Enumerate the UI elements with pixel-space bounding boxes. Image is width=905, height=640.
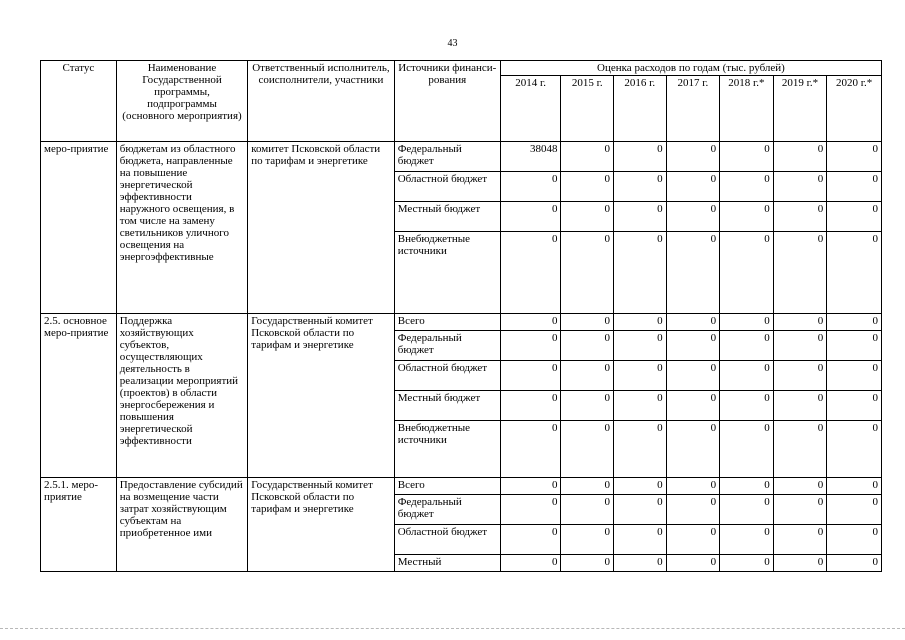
value-cell: 0 (614, 142, 667, 172)
header-sources: Источники финанси-рования (394, 61, 500, 142)
value-cell: 0 (666, 555, 720, 572)
header-year: 2016 г. (614, 76, 667, 142)
header-estimate: Оценка расходов по годам (тыс. рублей) (500, 61, 881, 76)
value-cell: 0 (500, 555, 561, 572)
value-cell: 0 (500, 202, 561, 232)
value-cell: 0 (827, 525, 882, 555)
executor-cell: Государственный комитет Псковской области по тарифам и энергетике (248, 314, 395, 478)
value-cell: 0 (561, 391, 614, 421)
source-cell: Областной бюджет (394, 172, 500, 202)
value-cell: 0 (614, 555, 667, 572)
value-cell: 0 (773, 555, 827, 572)
value-cell: 0 (827, 202, 882, 232)
value-cell: 0 (827, 232, 882, 314)
value-cell: 0 (614, 495, 667, 525)
status-cell: 2.5.1. меро-приятие (41, 478, 117, 572)
value-cell: 0 (666, 391, 720, 421)
value-cell: 0 (561, 495, 614, 525)
value-cell: 0 (773, 525, 827, 555)
value-cell: 0 (561, 172, 614, 202)
header-year: 2017 г. (666, 76, 720, 142)
value-cell: 0 (561, 331, 614, 361)
executor-cell: Государственный комитет Псковской области по тарифам и энергетике (248, 478, 395, 572)
value-cell: 0 (666, 421, 720, 478)
source-cell: Областной бюджет (394, 525, 500, 555)
value-cell: 0 (773, 495, 827, 525)
source-cell: Внебюджетные источники (394, 232, 500, 314)
page-number: 43 (447, 38, 458, 49)
table-row (41, 314, 882, 331)
value-cell: 0 (500, 391, 561, 421)
value-cell: 0 (614, 421, 667, 478)
source-cell: Областной бюджет (394, 361, 500, 391)
value-cell: 0 (827, 331, 882, 361)
value-cell: 0 (827, 495, 882, 525)
value-cell: 0 (720, 142, 774, 172)
value-cell: 0 (773, 331, 827, 361)
value-cell: 0 (666, 172, 720, 202)
value-cell: 0 (500, 478, 561, 495)
status-cell: 2.5. основное меро-приятие (41, 314, 117, 478)
value-cell: 0 (666, 142, 720, 172)
value-cell: 0 (614, 525, 667, 555)
value-cell: 0 (500, 525, 561, 555)
value-cell: 0 (773, 314, 827, 331)
value-cell: 0 (614, 391, 667, 421)
value-cell: 0 (561, 232, 614, 314)
value-cell: 0 (720, 391, 774, 421)
value-cell: 0 (666, 525, 720, 555)
value-cell: 0 (773, 421, 827, 478)
name-cell: Поддержка хозяйствующих субъектов, осуществляющих деятельность в реализации мероприятий (проектов) в области энергосбережения и повышения энергетической эффективности (116, 314, 247, 478)
value-cell: 0 (827, 555, 882, 572)
expenditure-table (40, 60, 882, 572)
source-cell: Всего (394, 478, 500, 495)
value-cell: 0 (561, 202, 614, 232)
header-executor: Ответственный исполнитель, соисполнители, участники (248, 61, 395, 142)
value-cell: 0 (720, 314, 774, 331)
value-cell: 0 (614, 361, 667, 391)
header-status: Статус (41, 61, 117, 142)
name-cell: бюджетам из областного бюджета, направленные на повышение энергетической эффективности наружного освещения, в том числе на замену светильников уличного освещения на энергоэффективные (116, 142, 247, 314)
value-cell: 0 (500, 172, 561, 202)
value-cell: 0 (720, 495, 774, 525)
value-cell: 0 (666, 314, 720, 331)
value-cell: 0 (500, 495, 561, 525)
value-cell: 0 (614, 172, 667, 202)
value-cell: 0 (773, 202, 827, 232)
value-cell: 0 (666, 478, 720, 495)
value-cell: 0 (561, 361, 614, 391)
name-cell: Предоставление субсидий на возмещение части затрат хозяйствующим субъектам на приобретенное ими (116, 478, 247, 572)
value-cell: 0 (773, 391, 827, 421)
value-cell: 0 (773, 361, 827, 391)
source-cell: Федеральный бюджет (394, 331, 500, 361)
table-row (41, 478, 882, 495)
value-cell: 0 (720, 525, 774, 555)
value-cell: 0 (720, 555, 774, 572)
value-cell: 0 (720, 421, 774, 478)
source-cell: Федеральный бюджет (394, 142, 500, 172)
source-cell: Местный (394, 555, 500, 572)
value-cell: 0 (720, 172, 774, 202)
value-cell: 0 (827, 142, 882, 172)
table-row (41, 142, 882, 172)
value-cell: 0 (500, 331, 561, 361)
value-cell: 0 (720, 331, 774, 361)
source-cell: Местный бюджет (394, 391, 500, 421)
value-cell: 0 (666, 232, 720, 314)
header-name: Наименование Государственной программы, подпрограммы (основного мероприятия) (116, 61, 247, 142)
source-cell: Местный бюджет (394, 202, 500, 232)
value-cell: 0 (614, 314, 667, 331)
scan-artifact-line (0, 628, 905, 630)
value-cell: 0 (614, 202, 667, 232)
source-cell: Внебюджетные источники (394, 421, 500, 478)
value-cell: 0 (666, 495, 720, 525)
value-cell: 0 (561, 142, 614, 172)
value-cell: 0 (500, 421, 561, 478)
value-cell: 0 (827, 172, 882, 202)
value-cell: 0 (827, 478, 882, 495)
value-cell: 0 (720, 232, 774, 314)
value-cell: 0 (561, 478, 614, 495)
value-cell: 38048 (500, 142, 561, 172)
source-cell: Всего (394, 314, 500, 331)
value-cell: 0 (614, 331, 667, 361)
value-cell: 0 (666, 361, 720, 391)
header-year: 2020 г.* (827, 76, 882, 142)
value-cell: 0 (773, 478, 827, 495)
value-cell: 0 (773, 142, 827, 172)
value-cell: 0 (827, 391, 882, 421)
value-cell: 0 (773, 172, 827, 202)
value-cell: 0 (666, 202, 720, 232)
value-cell: 0 (827, 421, 882, 478)
value-cell: 0 (561, 525, 614, 555)
value-cell: 0 (561, 555, 614, 572)
value-cell: 0 (561, 314, 614, 331)
value-cell: 0 (500, 314, 561, 331)
value-cell: 0 (720, 202, 774, 232)
value-cell: 0 (720, 361, 774, 391)
value-cell: 0 (827, 314, 882, 331)
value-cell: 0 (500, 361, 561, 391)
header-year: 2015 г. (561, 76, 614, 142)
value-cell: 0 (773, 232, 827, 314)
header-year: 2014 г. (500, 76, 561, 142)
header-year: 2018 г.* (720, 76, 774, 142)
executor-cell: комитет Псковской области по тарифам и энергетике (248, 142, 395, 314)
header-year: 2019 г.* (773, 76, 827, 142)
value-cell: 0 (614, 232, 667, 314)
value-cell: 0 (500, 232, 561, 314)
value-cell: 0 (614, 478, 667, 495)
value-cell: 0 (720, 478, 774, 495)
value-cell: 0 (666, 331, 720, 361)
value-cell: 0 (827, 361, 882, 391)
value-cell: 0 (561, 421, 614, 478)
status-cell: меро-приятие (41, 142, 117, 314)
source-cell: Федеральный бюджет (394, 495, 500, 525)
